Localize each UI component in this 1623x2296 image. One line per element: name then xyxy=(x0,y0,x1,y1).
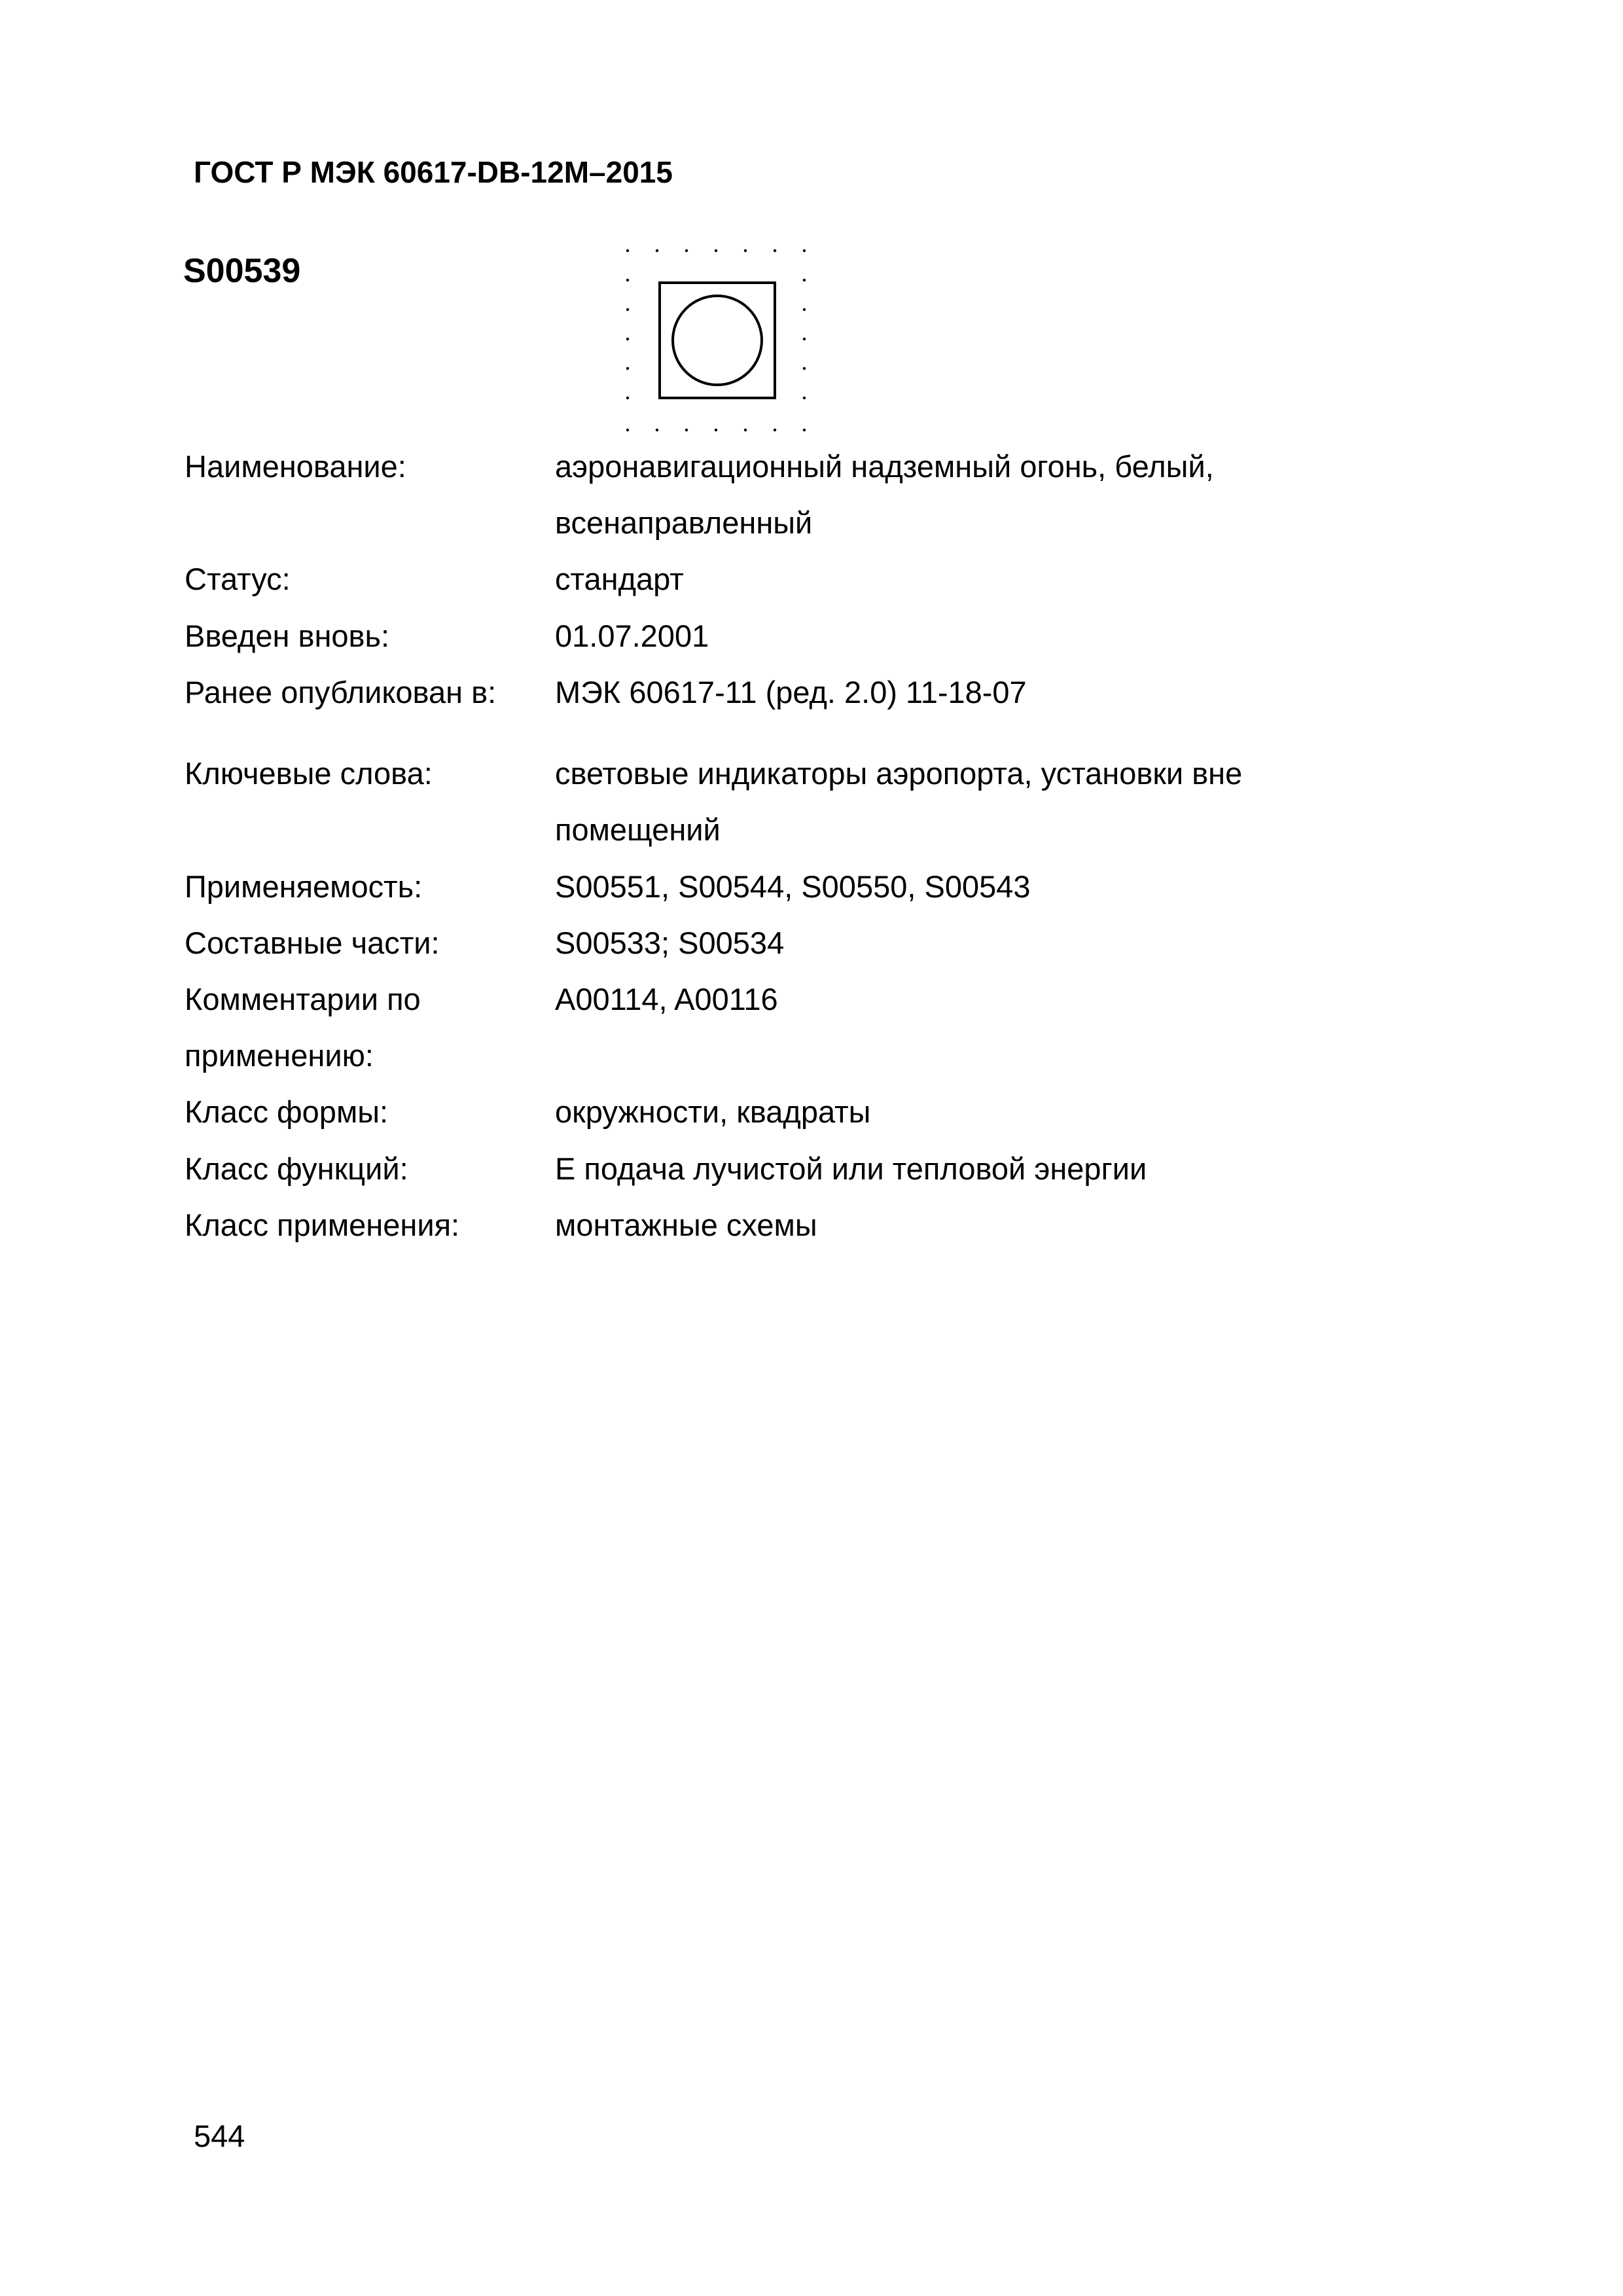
name-value-line1: аэронавигационный надземный огонь, белый, xyxy=(555,449,1214,484)
keywords-value-line1: световые индикаторы аэропорта, установки вне xyxy=(555,756,1243,791)
status-label: Статус: xyxy=(185,562,291,596)
comments-value: A00114, A00116 xyxy=(555,982,778,1016)
application-class-label: Класс применения: xyxy=(185,1208,460,1242)
grid-dots xyxy=(626,249,806,431)
keywords-label: Ключевые слова: xyxy=(185,756,433,791)
applicability-label: Применяемость: xyxy=(185,869,423,904)
keywords-value-line2: помещений xyxy=(555,812,721,847)
components-value: S00533; S00534 xyxy=(555,925,785,960)
name-value-line2: всенаправленный xyxy=(555,505,813,540)
name-label: Наименование: xyxy=(185,449,406,484)
symbol-square xyxy=(660,283,775,398)
square-with-circle-icon xyxy=(625,245,815,435)
application-class-value: монтажные схемы xyxy=(555,1208,817,1242)
previously-published-label: Ранее опубликован в: xyxy=(185,675,497,709)
status-value: стандарт xyxy=(555,562,684,596)
introduced-value: 01.07.2001 xyxy=(555,619,709,653)
previously-published-value: МЭК 60617-11 (ред. 2.0) 11-18-07 xyxy=(555,675,1027,709)
introduced-label: Введен вновь: xyxy=(185,619,390,653)
symbol-circle xyxy=(673,296,762,385)
document-header: ГОСТ Р МЭК 60617-DB-12M–2015 xyxy=(194,155,673,189)
shape-class-value: окружности, квадраты xyxy=(555,1094,871,1129)
function-class-value: E подача лучистой или тепловой энергии xyxy=(555,1151,1147,1186)
comments-label-line1: Комментарии по xyxy=(185,982,421,1016)
shape-class-label: Класс формы: xyxy=(185,1094,389,1129)
page-number: 544 xyxy=(194,2119,245,2153)
applicability-value: S00551, S00544, S00550, S00543 xyxy=(555,869,1031,904)
function-class-label: Класс функций: xyxy=(185,1151,408,1186)
comments-label-line2: применению: xyxy=(185,1038,374,1073)
symbol-code: S00539 xyxy=(183,252,301,290)
components-label: Составные части: xyxy=(185,925,440,960)
